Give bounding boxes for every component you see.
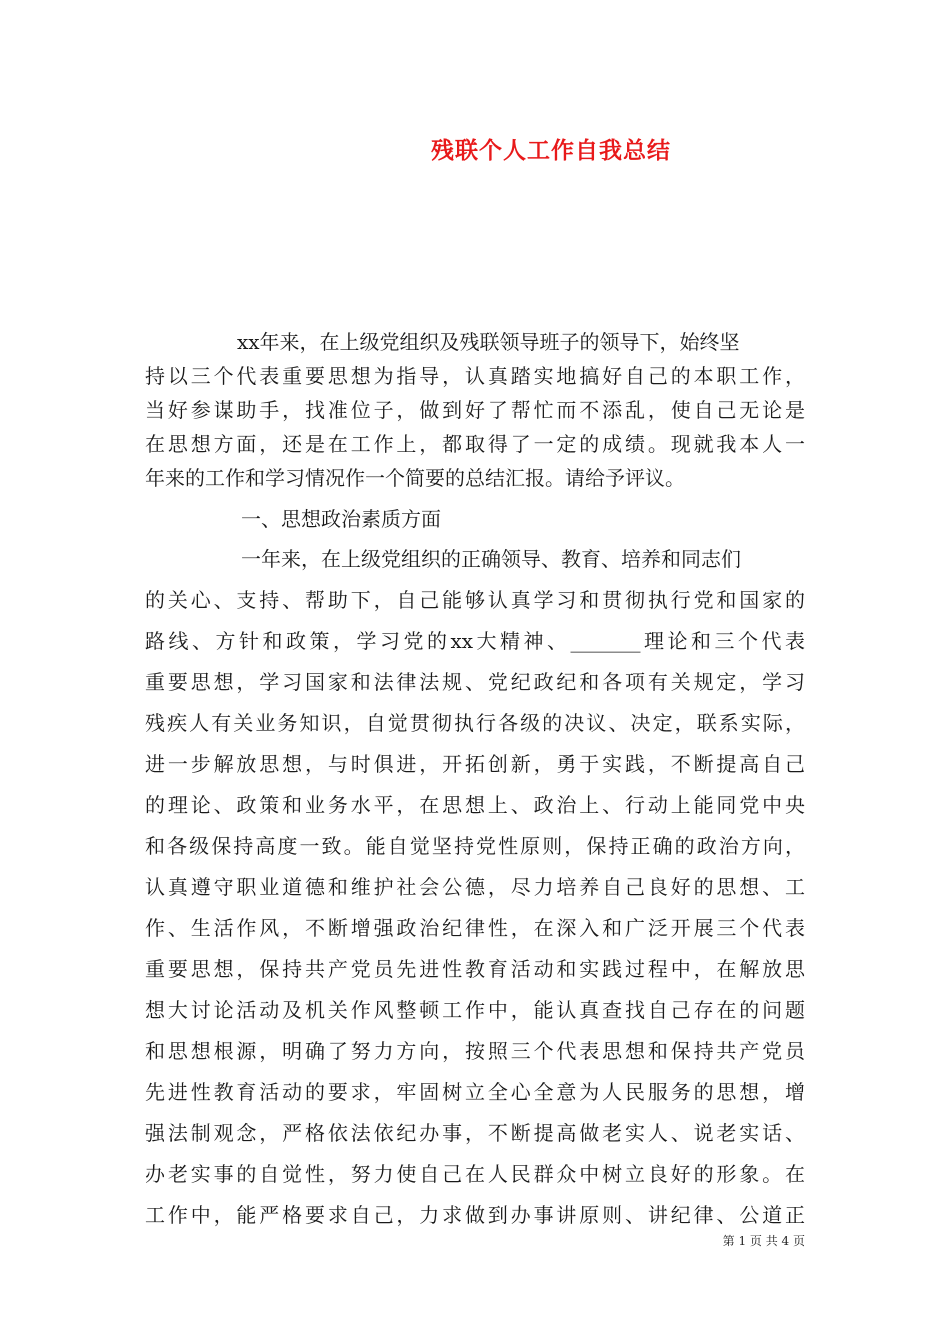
paragraph-line: 先进性教育活动的要求，牢固树立全心全意为人民服务的思想，增 (145, 1080, 805, 1104)
paragraph-line: 持以三个代表重要思想为指导，认真踏实地搞好自己的本职工作， (145, 364, 805, 388)
paragraph-line: 一年来，在上级党组织的正确领导、教育、培养和同志们 (241, 547, 741, 571)
section-heading: 一、思想政治素质方面 (241, 507, 441, 531)
paragraph-line: 认真遵守职业道德和维护社会公德，尽力培养自己良好的思想、工 (145, 875, 805, 899)
paragraph-line: 和各级保持高度一致。能自觉坚持党性原则，保持正确的政治方向， (145, 834, 805, 858)
paragraph-line: 在思想方面，还是在工作上，都取得了一定的成绩。现就我本人一 (145, 432, 805, 456)
paragraph-line: 和思想根源，明确了努力方向，按照三个代表思想和保持共产党员 (145, 1039, 805, 1063)
page-number-footer: 第 1 页 共 4 页 (722, 1234, 805, 1248)
paragraph-line: 强法制观念，严格依法依纪办事，不断提高做老实人、说老实话、 (145, 1121, 805, 1145)
paragraph-line: 进一步解放思想，与时俱进，开拓创新，勇于实践，不断提高自己 (145, 752, 805, 776)
paragraph-line: 工作中，能严格要求自己，力求做到办事讲原则、讲纪律、公道正 (145, 1203, 805, 1227)
paragraph-line: 年来的工作和学习情况作一个简要的总结汇报。请给予评议。 (145, 466, 685, 490)
paragraph-line: 作、生活作风，不断增强政治纪律性，在深入和广泛开展三个代表 (145, 916, 805, 940)
paragraph-line: 的关心、支持、帮助下，自己能够认真学习和贯彻执行党和国家的 (145, 588, 805, 612)
paragraph-line: 残疾人有关业务知识，自觉贯彻执行各级的决议、决定，联系实际， (145, 711, 805, 735)
paragraph-line: 路线、方针和政策，学习党的xx大精神、_______理论和三个代表 (145, 629, 805, 653)
paragraph-line: 重要思想，学习国家和法律法规、党纪政纪和各项有关规定，学习 (145, 670, 805, 694)
document-title: 残联个人工作自我总结 (431, 137, 671, 164)
paragraph-line: 当好参谋助手，找准位子，做到好了帮忙而不添乱，使自己无论是 (145, 398, 805, 422)
paragraph-line: 办老实事的自觉性，努力使自己在人民群众中树立良好的形象。在 (145, 1162, 805, 1186)
paragraph-line: 的理论、政策和业务水平，在思想上、政治上、行动上能同党中央 (145, 793, 805, 817)
paragraph-line: 重要思想，保持共产党员先进性教育活动和实践过程中，在解放思 (145, 957, 805, 981)
paragraph-line: xx年来，在上级党组织及残联领导班子的领导下，始终坚 (237, 330, 740, 354)
paragraph-line: 想大讨论活动及机关作风整顿工作中，能认真查找自己存在的问题 (145, 998, 805, 1022)
